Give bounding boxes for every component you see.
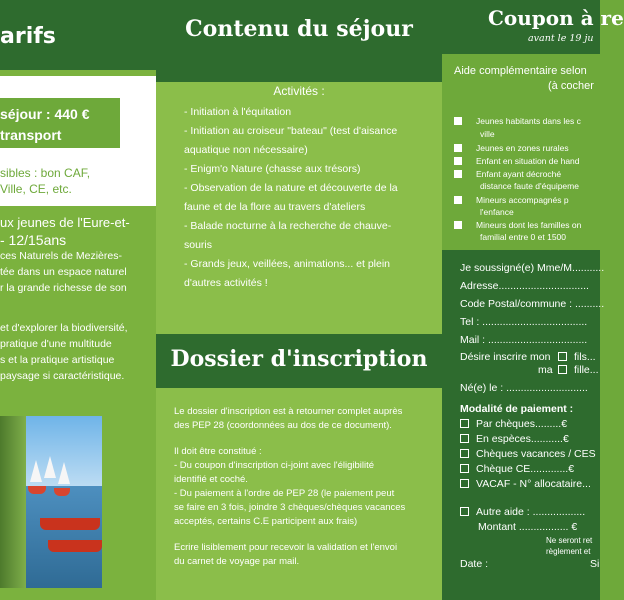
activity-line: - Balade nocturne à la recherche de chauve- [184, 220, 392, 232]
payment-option[interactable] [460, 463, 574, 475]
aid-option-label: Enfant ayant décroché [476, 169, 562, 179]
dossier-line: identifié et coché. [174, 474, 248, 485]
payment-option[interactable] [460, 448, 596, 460]
aid-option[interactable] [442, 195, 569, 205]
aid-option-label: Jeunes en zones rurales [476, 143, 569, 153]
note-line: Ne seront ret [546, 536, 593, 545]
payment-label: Par chèques.........€ [476, 418, 568, 430]
email-field[interactable]: Mail : .................................. [460, 334, 588, 346]
transport-line: transport [0, 127, 62, 143]
aid-title: Aide complémentaire selon [454, 65, 587, 77]
enrol-label: Désire inscrire mon [460, 351, 551, 363]
left-panel [0, 0, 156, 600]
checkbox-icon[interactable] [454, 221, 462, 229]
date-field[interactable]: Date : [460, 558, 489, 570]
aids-line: sibles : bon CAF, [0, 166, 91, 180]
boat-icon [54, 488, 70, 496]
other-aid-label: Autre aide : .................. [476, 506, 586, 518]
payment-label: VACAF - N° allocataire... [476, 478, 591, 490]
checkbox-icon[interactable] [460, 479, 469, 488]
payment-title: Modalité de paiement : [460, 403, 574, 415]
activity-line: - Grands jeux, veillées, animations... et plein [184, 258, 391, 270]
checkbox-icon[interactable] [558, 365, 567, 374]
description-line: paysage si caractéristique. [0, 370, 125, 382]
description-line: tée dans un espace naturel [0, 266, 127, 278]
checkbox-icon[interactable] [460, 464, 469, 473]
description-line: r la grande richesse de son [0, 282, 127, 294]
middle-panel [156, 0, 442, 600]
dossier-line: des PEP 28 (coordonnées au dos de ce document). [174, 420, 392, 431]
price-line: séjour : 440 € [0, 106, 90, 122]
son-option[interactable] [558, 351, 596, 363]
daughter-option[interactable] [558, 364, 599, 376]
aid-option-label: Mineurs dont les familles on [476, 220, 582, 230]
activity-line: - Initiation à l'équitation [184, 106, 292, 118]
boat-icon [28, 486, 46, 494]
aid-option-label: Jeunes habitants dans les c [476, 116, 581, 126]
checkbox-icon[interactable] [460, 419, 469, 428]
aid-option-continued: familial entre 0 et 1500 [480, 232, 566, 242]
aid-option-continued: l'enfance [480, 207, 514, 217]
sail-icon [58, 462, 70, 484]
checkbox-icon[interactable] [454, 144, 462, 152]
activity-line: faune et de la flore au travers d'ateliers [184, 201, 366, 213]
photo-tree [0, 416, 26, 588]
aid-option[interactable] [442, 156, 580, 166]
signature-field[interactable]: Si [590, 558, 600, 570]
tarifs-title: arifs [0, 24, 56, 49]
birthdate-field[interactable]: Né(e) le : ............................ [460, 382, 588, 394]
daughter-label: fille... [574, 364, 599, 376]
dossier-line: Il doit être constitué : [174, 446, 262, 457]
checkbox-icon[interactable] [454, 196, 462, 204]
description-line: ces Naturels de Mezières- [0, 250, 122, 262]
aid-option-label: Mineurs accompagnés p [476, 195, 569, 205]
coupon-title: Coupon à re [488, 6, 624, 30]
payment-label: Chèque CE.............€ [476, 463, 575, 475]
right-panel [442, 0, 624, 600]
payment-label: En espèces...........€ [476, 433, 569, 445]
coupon-deadline: avant le 19 ju [528, 33, 594, 44]
dossier-line: du carnet de voyage par mail. [174, 556, 300, 567]
dossier-line: Ecrire lisiblement pour recevoir la validation et l'envoi [174, 542, 398, 553]
sail-icon [44, 456, 56, 478]
postal-code-field[interactable]: Code Postal/commune : .......... [460, 298, 605, 310]
aid-option-continued: distance faute d'équipeme [480, 181, 579, 191]
aid-subtitle: (à cocher [548, 80, 594, 92]
checkbox-icon[interactable] [460, 507, 469, 516]
description-line: s et la pratique artistique [0, 354, 115, 366]
dossier-line: Le dossier d'inscription est à retourner complet auprès [174, 406, 403, 417]
checkbox-icon[interactable] [460, 449, 469, 458]
son-label: fils... [574, 351, 596, 363]
dossier-line: - Du coupon d'inscription ci-joint avec l'éligibilité [174, 460, 375, 471]
aids-line: Ville, CE, etc. [0, 182, 72, 196]
checkbox-icon[interactable] [454, 117, 462, 125]
canoe-icon [48, 540, 102, 552]
target-audience: ux jeunes de l'Eure-et- [0, 215, 130, 230]
activity-line: d'autres activités ! [184, 277, 268, 289]
name-field[interactable]: Je soussigné(e) Mme/M........... [460, 262, 605, 274]
activity-line: aquatique non nécessaire) [184, 144, 308, 156]
dossier-line: acceptés, certains C.E participent aux frais) [174, 516, 358, 527]
payment-option[interactable] [460, 433, 569, 445]
payment-label: Chèques vacances / CES [476, 448, 596, 460]
amount-field[interactable]: Montant ................. € [478, 521, 578, 533]
aid-option[interactable] [442, 143, 569, 153]
aid-option[interactable] [442, 116, 581, 126]
age-range: - 12/15ans [0, 232, 67, 248]
description-line: et d'explorer la biodiversité, [0, 322, 128, 334]
phone-field[interactable]: Tel : .................................... [460, 316, 588, 328]
activity-line: souris [184, 239, 213, 251]
activity-line: - Enigm'o Nature (chasse aux trésors) [184, 163, 361, 175]
dossier-line: se faire en 3 fois, joindre 3 chèques/chèques vacances [174, 502, 406, 513]
aid-option-continued: ville [480, 129, 495, 139]
address-field[interactable]: Adresse............................... [460, 280, 589, 292]
activity-line: - Initiation au croiseur "bateau" (test d'aisance [184, 125, 398, 137]
activities-heading: Activités : [273, 84, 325, 98]
aid-option[interactable] [442, 169, 561, 179]
other-aid-option[interactable] [460, 506, 585, 518]
sailing-photo [0, 416, 102, 588]
payment-option[interactable] [460, 478, 591, 490]
aid-option-label: Enfant en situation de hand [476, 156, 580, 166]
payment-option[interactable] [460, 418, 567, 430]
sail-icon [30, 460, 42, 482]
description-line: pratique d'une multitude [0, 338, 112, 350]
checkbox-icon[interactable] [454, 157, 462, 165]
dossier-title: Dossier d'inscription [170, 346, 428, 372]
ma-label: ma [538, 364, 553, 376]
aid-option[interactable] [442, 220, 581, 230]
activity-line: - Observation de la nature et découverte de la [184, 182, 398, 194]
checkbox-icon[interactable] [460, 434, 469, 443]
dossier-line: - Du paiement à l'ordre de PEP 28 (le paiement peut [174, 488, 395, 499]
canoe-icon [40, 518, 100, 530]
note-line: règlement et [546, 547, 591, 556]
contenu-title: Contenu du séjour [185, 16, 413, 42]
checkbox-icon[interactable] [558, 352, 567, 361]
checkbox-icon[interactable] [454, 170, 462, 178]
